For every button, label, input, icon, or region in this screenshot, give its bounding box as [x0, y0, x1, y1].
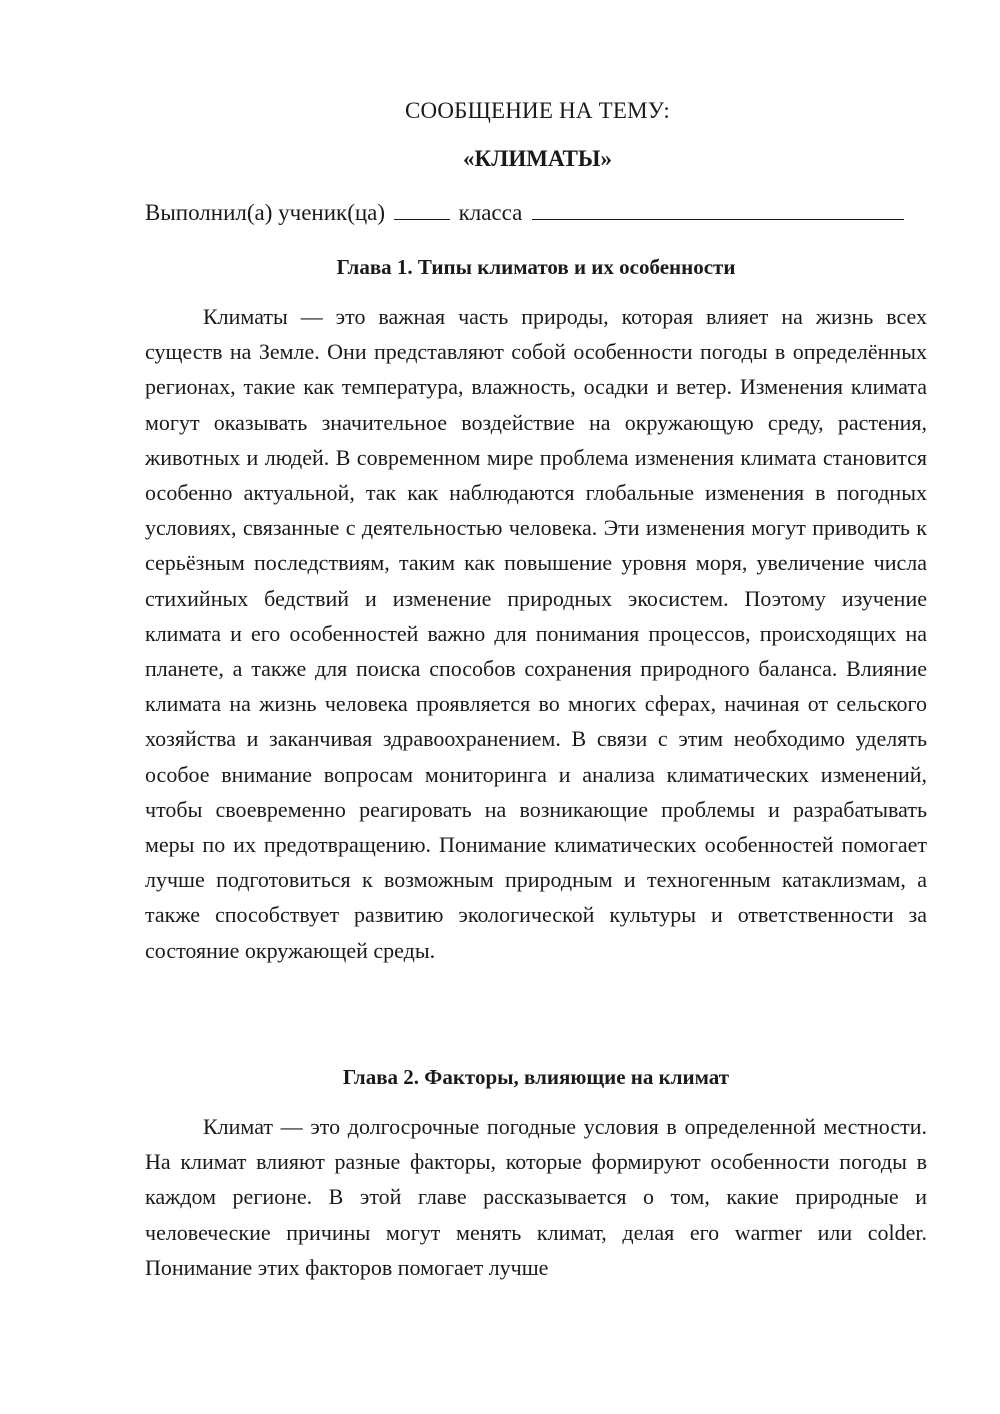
student-info-line	[145, 198, 945, 228]
class-label: класса	[458, 200, 523, 225]
chapter-1-heading: Глава 1. Типы климатов и их особенности	[336, 255, 736, 279]
document-title: «КЛИМАТЫ»	[463, 146, 612, 171]
chapter-2-paragraph: Климат — это долгосрочные погодные условия в определенной местности. На климат влияют разные факторы, которые формируют особенности погоды в каждом регионе. В этой главе рассказывается о том, какие природные и человеческие причины могут менять климат, делая его warmer или colder. Понимание этих факторов помогает лучше	[145, 1114, 927, 1280]
chapter-1-paragraph: Климаты — это важная часть природы, которая влияет на жизнь всех существ на Земле. Они представляют собой особенности погоды в определённых регионах, такие как температура, влажность, осадки и ветер. Изменения климата могут оказывать значительное воздействие на окружающую среду, растения, животных и людей. В современном мире проблема изменения климата становится особенно актуальной, так как наблюдаются глобальные изменения в погодных условиях, связанные с деятельностью человека. Эти изменения могут приводить к серьёзным последствиям, таким как повышение уровня моря, увеличение числа стихийных бедствий и изменение природных экосистем. Поэтому изучение климата и его особенностей важно для понимания процессов, происходящих на планете, а также для поиска способов сохранения природного баланса. Влияние климата на жизнь человека проявляется во многих сферах, начиная от сельского хозяйства и заканчивая здравоохранением. В связи с этим необходимо уделять особое внимание вопросам мониторинга и анализа климатических изменений, чтобы своевременно реагировать на возникающие проблемы и разрабатывать меры по их предотвращению. Понимание климатических особенностей помогает лучше подготовиться к возможным природным и техногенным катаклизмам, а также способствует развитию экологической культуры и ответственности за состояние окружающей среды.	[145, 304, 927, 963]
name-blank-line	[532, 199, 904, 220]
chapter-2-heading: Глава 2. Факторы, влияющие на климат	[342, 1065, 730, 1089]
document-title-topic: СООБЩЕНИЕ НА ТЕМУ:	[405, 98, 670, 123]
grade-blank-line	[394, 199, 450, 220]
student-label: Выполнил(а) ученик(ца)	[145, 200, 386, 225]
